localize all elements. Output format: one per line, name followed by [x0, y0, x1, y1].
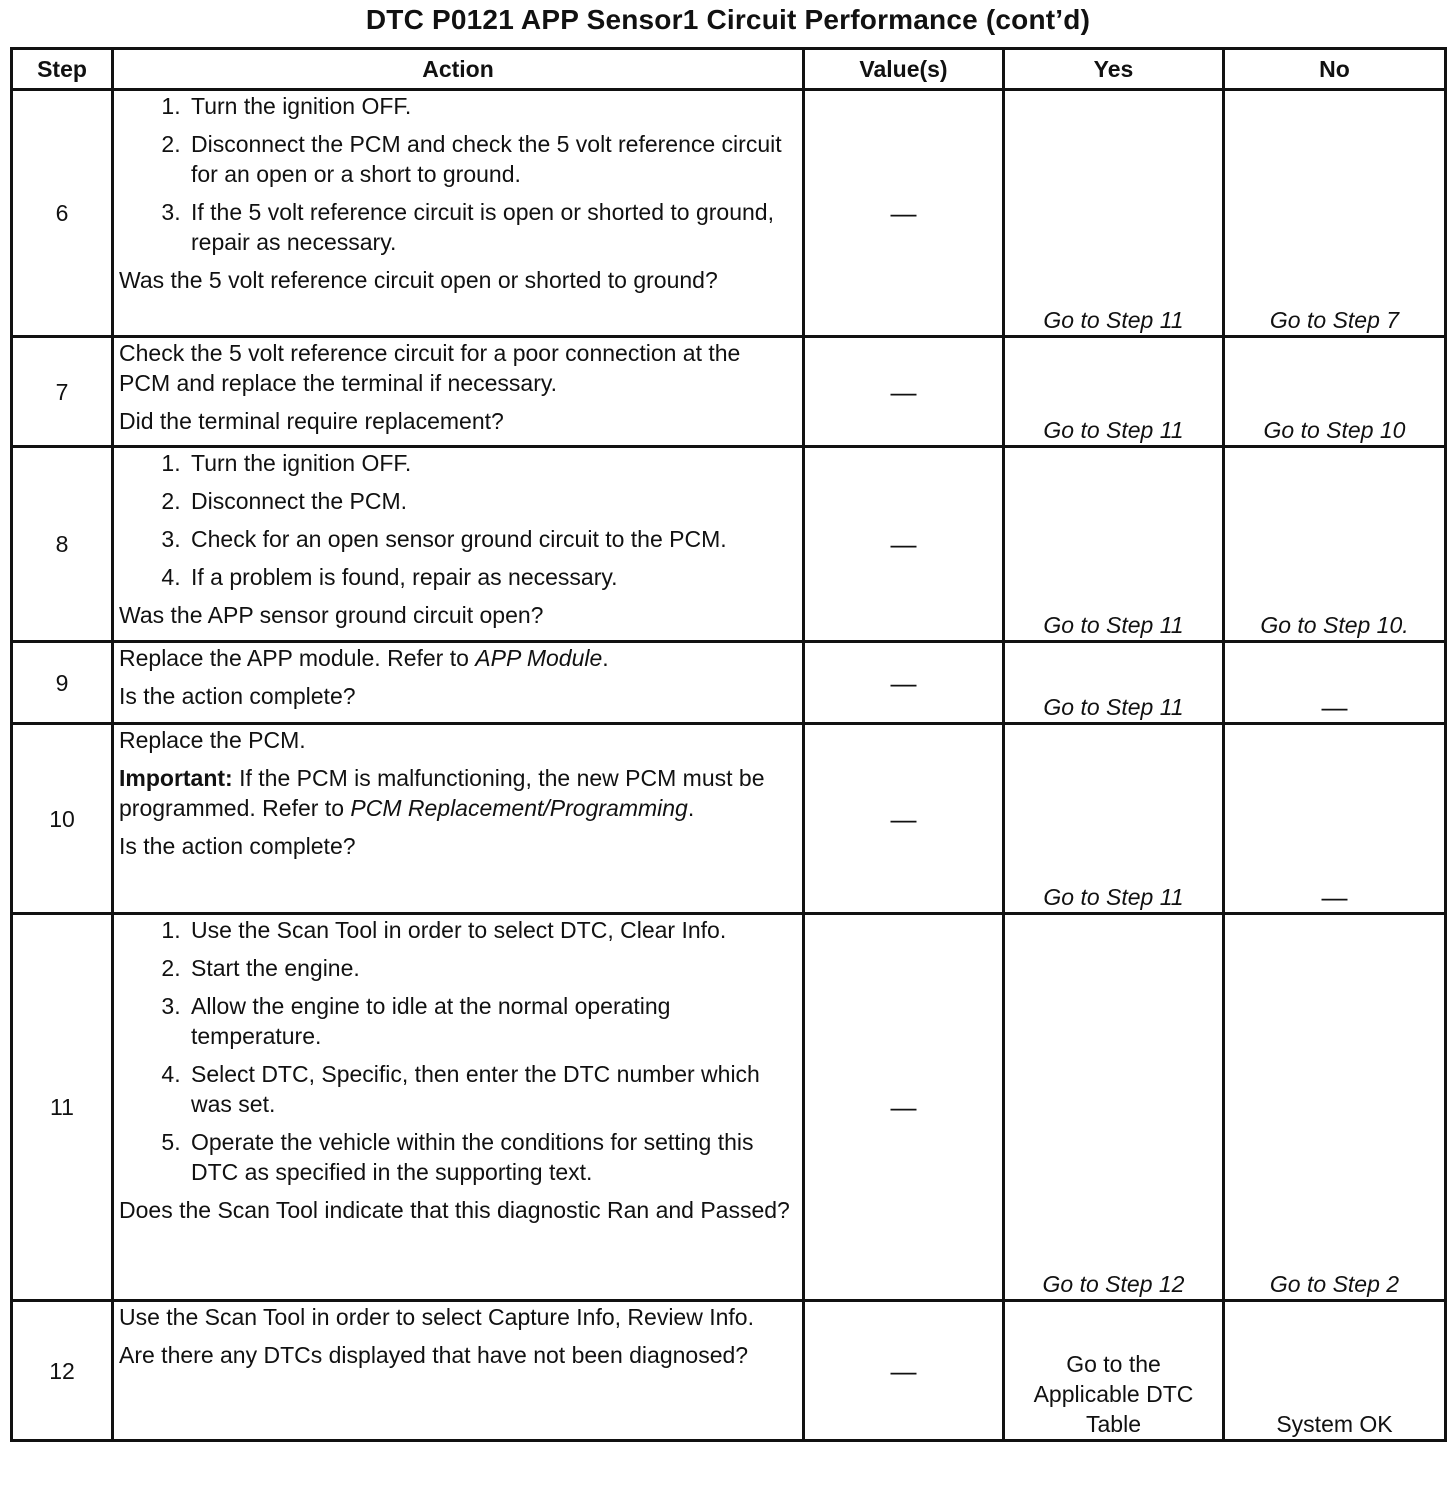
action-text: [119, 643, 797, 673]
yes-cell: Go to the Applicable DTC Table: [1004, 1301, 1224, 1441]
action-text: Check the 5 volt reference circuit for a poor connection at the PCM and replace the terminal if necessary.: [119, 340, 741, 396]
step-number: 6: [12, 90, 113, 337]
value-cell: —: [804, 642, 1004, 724]
yes-cell: Go to Step 11: [1004, 337, 1224, 447]
table-row: [12, 914, 1446, 1301]
value-cell: —: [804, 337, 1004, 447]
step-number: 12: [12, 1301, 113, 1441]
no-cell: Go to Step 10: [1224, 337, 1446, 447]
action-steps-list: [119, 448, 797, 592]
list-item: 3. Check for an open sensor ground circuit to the PCM.: [187, 524, 797, 554]
value-cell: —: [804, 447, 1004, 642]
table-row: [12, 724, 1446, 914]
value-cell: —: [804, 1301, 1004, 1441]
action-question: Does the Scan Tool indicate that this diagnostic Ran and Passed?: [119, 1197, 790, 1223]
action-text-suffix: .: [602, 645, 609, 671]
header-row: [12, 49, 1446, 90]
list-item: 2. Start the engine.: [187, 953, 797, 983]
action-cell: [113, 914, 804, 1301]
action-cell: [113, 1301, 804, 1441]
step-number: 7: [12, 337, 113, 447]
list-item: 1. Use the Scan Tool in order to select DTC, Clear Info.: [187, 915, 797, 945]
action-question: Is the action complete?: [119, 833, 356, 859]
action-cell: [113, 724, 804, 914]
action-cell: [113, 642, 804, 724]
list-item: 3. Allow the engine to idle at the normal operating temperature.: [187, 991, 797, 1051]
action-text-prefix: Replace the APP module. Refer to: [119, 645, 476, 671]
action-text: Use the Scan Tool in order to select Capture Info, Review Info.: [119, 1304, 754, 1330]
step-number: 10: [12, 724, 113, 914]
no-cell: Go to Step 2: [1224, 914, 1446, 1301]
list-item: 2. Disconnect the PCM and check the 5 volt reference circuit for an open or a short to ground.: [187, 129, 797, 189]
yes-cell: Go to Step 11: [1004, 724, 1224, 914]
yes-cell: Go to Step 11: [1004, 90, 1224, 337]
list-item: 4. If a problem is found, repair as necessary.: [187, 562, 797, 592]
list-item: 4. Select DTC, Specific, then enter the DTC number which was set.: [187, 1059, 797, 1119]
action-cell: [113, 447, 804, 642]
action-question: Was the 5 volt reference circuit open or shorted to ground?: [119, 267, 718, 293]
no-cell: System OK: [1224, 1301, 1446, 1441]
header-action: Action: [113, 49, 804, 90]
table-row: [12, 90, 1446, 337]
page-title: DTC P0121 APP Sensor1 Circuit Performance (cont’d): [365, 4, 1091, 35]
step-number: 11: [12, 914, 113, 1301]
value-cell: —: [804, 914, 1004, 1301]
action-text: Replace the PCM.: [119, 727, 306, 753]
list-item: 5. Operate the vehicle within the conditions for setting this DTC as specified in the supporting text.: [187, 1127, 797, 1187]
no-cell: Go to Step 7: [1224, 90, 1446, 337]
list-item: 1. Turn the ignition OFF.: [187, 91, 797, 121]
action-question: Is the action complete?: [119, 683, 356, 709]
list-item: 3. If the 5 volt reference circuit is open or shorted to ground, repair as necessary.: [187, 197, 797, 257]
header-no: No: [1224, 49, 1446, 90]
no-cell: Go to Step 10.: [1224, 447, 1446, 642]
step-number: 9: [12, 642, 113, 724]
step-number: 8: [12, 447, 113, 642]
table-row: [12, 1301, 1446, 1441]
list-item: 1. Turn the ignition OFF.: [187, 448, 797, 478]
action-question: Did the terminal require replacement?: [119, 408, 504, 434]
no-cell: —: [1224, 642, 1446, 724]
important-text: If the PCM is malfunctioning, the new PCM must be programmed. Refer to: [119, 765, 765, 821]
value-cell: —: [804, 90, 1004, 337]
action-steps-list: [119, 915, 797, 1187]
value-cell: —: [804, 724, 1004, 914]
header-values: Value(s): [804, 49, 1004, 90]
yes-cell: Go to Step 11: [1004, 642, 1224, 724]
important-suffix: .: [687, 795, 695, 821]
action-cell: [113, 90, 804, 337]
yes-cell: Go to Step 11: [1004, 447, 1224, 642]
reference-link: PCM Replacement/Programming: [350, 795, 688, 821]
diagnostic-table: [10, 47, 1447, 1442]
list-item: 2. Disconnect the PCM.: [187, 486, 797, 516]
reference-link: APP Module: [475, 645, 603, 671]
no-cell: —: [1224, 724, 1446, 914]
table-row: [12, 337, 1446, 447]
action-cell: [113, 337, 804, 447]
important-note: [119, 763, 797, 823]
important-label: Important:: [119, 765, 233, 791]
yes-cell: Go to Step 12: [1004, 914, 1224, 1301]
table-row: [12, 447, 1446, 642]
action-steps-list: [119, 91, 797, 257]
action-question: Are there any DTCs displayed that have not been diagnosed?: [119, 1342, 749, 1368]
table-row: [12, 642, 1446, 724]
header-step: Step: [12, 49, 113, 90]
action-question: Was the APP sensor ground circuit open?: [119, 602, 544, 628]
header-yes: Yes: [1004, 49, 1224, 90]
